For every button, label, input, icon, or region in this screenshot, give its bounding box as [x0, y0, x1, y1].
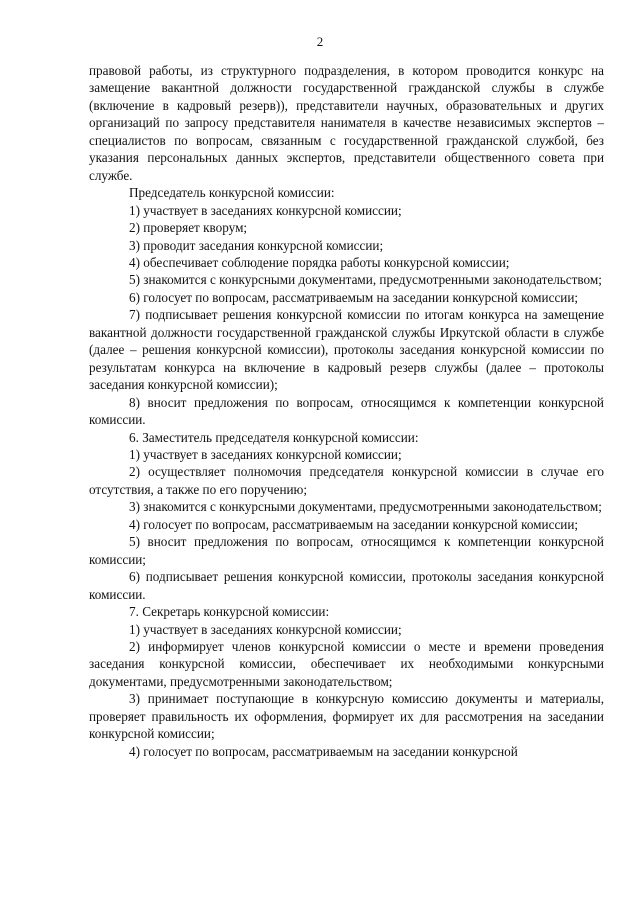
paragraph: 4) обеспечивает соблюдение порядка работы конкурсной комиссии;: [129, 254, 510, 270]
paragraph: 3) проводит заседания конкурсной комиссии;: [129, 237, 384, 253]
document-body: [89, 62, 604, 760]
paragraph: 1) участвует в заседаниях конкурсной комиссии;: [129, 621, 402, 637]
paragraph: 2) проверяет кворум;: [129, 220, 248, 236]
paragraph: 1) участвует в заседаниях конкурсной комиссии;: [129, 202, 402, 218]
paragraph: 6) голосует по вопросам, рассматриваемым на заседании конкурсной комиссии;: [129, 289, 579, 305]
paragraph: 6. Заместитель председателя конкурсной комиссии:: [129, 429, 419, 445]
paragraph: 1) участвует в заседаниях конкурсной комиссии;: [129, 446, 402, 462]
paragraph: 3) принимает поступающие в конкурсную комиссию документы и материалы, проверяет правильность их оформления, формирует их для рассмотрения на заседании конкурсной комиссии;: [89, 691, 604, 742]
paragraph: 3) знакомится с конкурсными документами, предусмотренными законодательством;: [129, 499, 602, 515]
paragraph: 5) вносит предложения по вопросам, относящимся к компетенции конкурсной комиссии;: [89, 534, 604, 567]
paragraph: 5) знакомится с конкурсными документами, предусмотренными законодательством;: [129, 272, 602, 288]
paragraph: правовой работы, из структурного подразделения, в котором проводится конкурс на замещение вакантной должности государственной гражданской службы в службе (включение в кадровый резерв)), представители научных, образовательных и других организаций по запросу представителя нанимателя в качестве независимых экспертов – специалистов по вопросам, связанным с государственной гражданской службой, без указания персональных данных экспертов, представители общественного совета при службе.: [89, 63, 604, 183]
paragraph: Председатель конкурсной комиссии:: [129, 185, 335, 201]
paragraph: 2) осуществляет полномочия председателя конкурсной комиссии в случае его отсутствия, а также по его поручению;: [89, 464, 604, 497]
paragraph: 4) голосует по вопросам, рассматриваемым на заседании конкурсной комиссии;: [129, 516, 579, 532]
paragraph: 2) информирует членов конкурсной комиссии о месте и времени проведения заседания конкурсной комиссии, обеспечивает их необходимыми конкурсными документами, предусмотренными законодательством;: [89, 638, 604, 689]
paragraph: 6) подписывает решения конкурсной комиссии, протоколы заседания конкурсной комиссии.: [89, 569, 604, 602]
page-number: 2: [316, 34, 324, 49]
paragraph: 4) голосует по вопросам, рассматриваемым на заседании конкурсной: [129, 743, 518, 759]
paragraph: 8) вносит предложения по вопросам, относящимся к компетенции конкурсной комиссии.: [89, 394, 604, 428]
paragraph: 7. Секретарь конкурсной комиссии:: [129, 604, 330, 620]
paragraph: 7) подписывает решения конкурсной комиссии по итогам конкурса на замещение вакантной должности государственной гражданской службы Иркутской области в службе (далее – решения конкурсной комиссии), протоколы заседания конкурсной комиссии по результатам конкурса на включение в кадровый резерв службы (далее – протоколы заседания конкурсной комиссии);: [89, 307, 604, 393]
